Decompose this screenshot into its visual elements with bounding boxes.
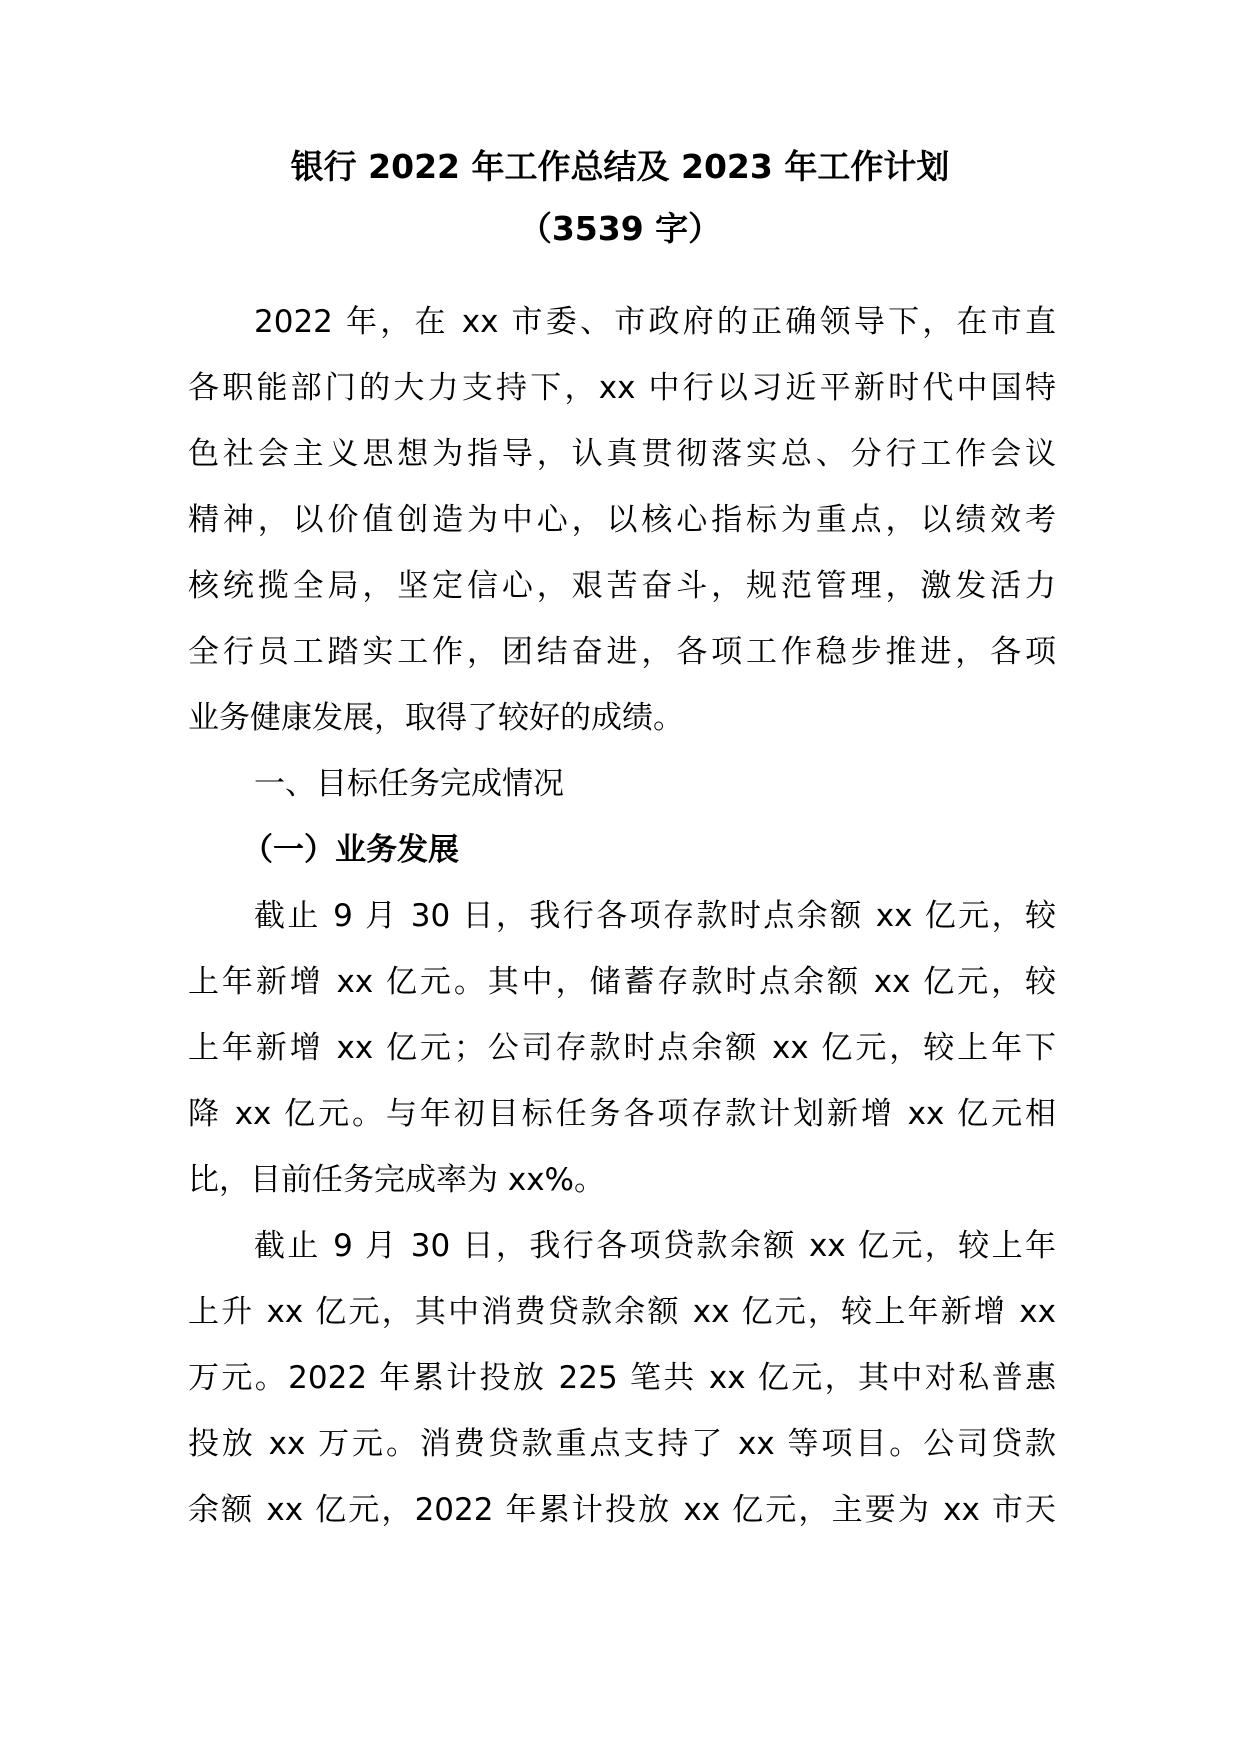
section-heading: 一、目标任务完成情况 — [254, 766, 564, 802]
sub-heading: （一）业务发展 — [242, 832, 459, 868]
paragraph-line: 上年新增 xx 亿元。其中，储蓄存款时点余额 xx 亿元，较 — [188, 964, 1056, 1000]
paragraph-line: 截止 9 月 30 日，我行各项存款时点余额 xx 亿元，较 — [254, 898, 1056, 934]
paragraph-line: 万元。2022 年累计投放 225 笔共 xx 亿元，其中对私普惠 — [188, 1360, 1056, 1396]
paragraph-line: 2022 年，在 xx 市委、市政府的正确领导下，在市直 — [254, 304, 1056, 340]
word-count: （3539 字） — [518, 209, 722, 248]
deposit-paragraph — [188, 883, 1056, 1213]
paragraph-line: 投放 xx 万元。消费贷款重点支持了 xx 等项目。公司贷款 — [188, 1426, 1056, 1462]
paragraph-line: 上年新增 xx 亿元；公司存款时点余额 xx 亿元，较上年下 — [188, 1030, 1056, 1066]
paragraph-line: 截止 9 月 30 日，我行各项贷款余额 xx 亿元，较上年 — [254, 1228, 1056, 1264]
paragraph-line: 比，目前任务完成率为 xx%。 — [188, 1162, 606, 1198]
paragraph-line: 核统揽全局，坚定信心，艰苦奋斗，规范管理，激发活力 — [188, 568, 1056, 604]
document-body — [188, 289, 1056, 1543]
paragraph-line: 精神，以价值创造为中心，以核心指标为重点，以绩效考 — [188, 502, 1056, 538]
paragraph-line: 业务健康发展，取得了较好的成绩。 — [188, 700, 684, 736]
paragraph-line: 余额 xx 亿元，2022 年累计投放 xx 亿元，主要为 xx 市天 — [188, 1492, 1056, 1528]
paragraph-line: 上升 xx 亿元，其中消费贷款余额 xx 亿元，较上年新增 xx — [188, 1294, 1056, 1330]
intro-paragraph — [188, 289, 1056, 751]
loan-paragraph — [188, 1213, 1056, 1543]
paragraph-line: 降 xx 亿元。与年初目标任务各项存款计划新增 xx 亿元相 — [188, 1096, 1056, 1132]
document-title: 银行 2022 年工作总结及 2023 年工作计划 — [290, 147, 950, 186]
paragraph-line: 各职能部门的大力支持下，xx 中行以习近平新时代中国特 — [188, 370, 1056, 406]
paragraph-line: 色社会主义思想为指导，认真贯彻落实总、分行工作会议 — [188, 436, 1056, 472]
paragraph-line: 全行员工踏实工作，团结奋进，各项工作稳步推进，各项 — [188, 634, 1056, 670]
